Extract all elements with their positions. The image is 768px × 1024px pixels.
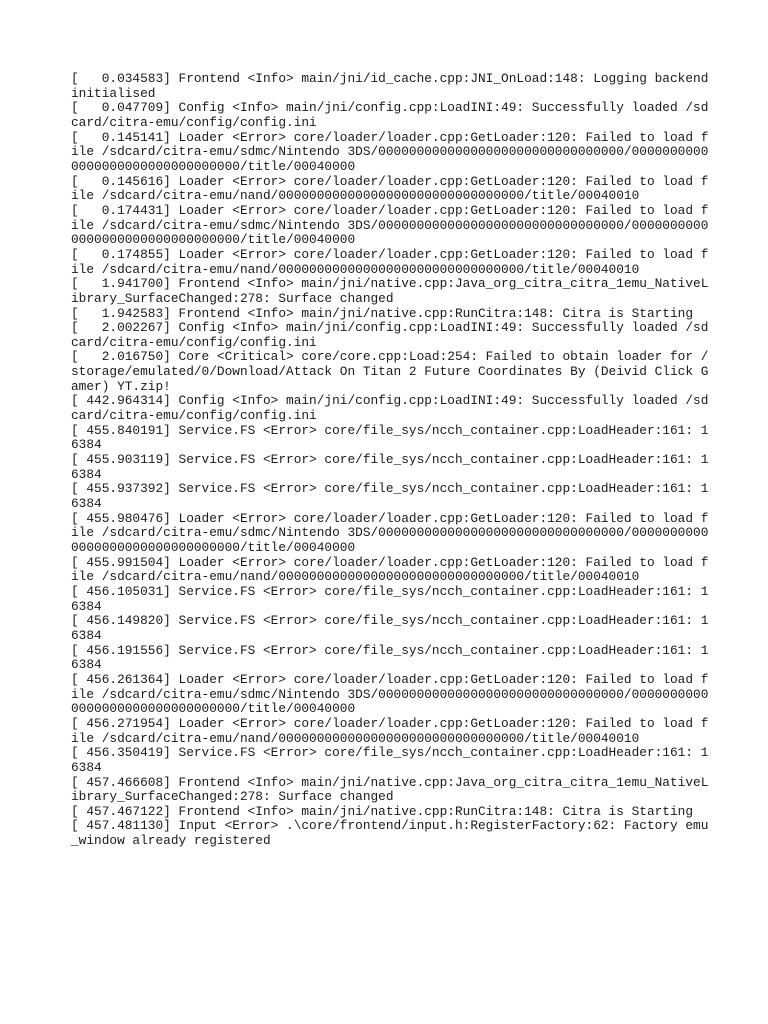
- log-document: [71, 71, 717, 849]
- log-line: [ 0.174855] Loader <Error> core/loader/loader.cpp:GetLoader:120: Failed to load file /sdcard/citra-emu/nand/00000000000000000000000000000000/title/00040010: [71, 246, 709, 277]
- log-line: [ 2.016750] Core <Critical> core/core.cpp:Load:254: Failed to obtain loader for /storage/emulated/0/Download/Attack On Titan 2 Future Coordinates By (Deivid Click Gamer) YT.zip!: [71, 349, 709, 394]
- log-line: [ 457.466608] Frontend <Info> main/jni/native.cpp:Java_org_citra_citra_1emu_NativeLibrary_SurfaceChanged:278: Surface changed: [71, 774, 709, 805]
- log-line: [ 0.047709] Config <Info> main/jni/config.cpp:LoadINI:49: Successfully loaded /sdcard/citra-emu/config/config.ini: [71, 100, 709, 130]
- log-line: [ 1.941700] Frontend <Info> main/jni/native.cpp:Java_org_citra_citra_1emu_NativeLibrary_SurfaceChanged:278: Surface changed: [71, 276, 709, 306]
- log-line: [ 455.840191] Service.FS <Error> core/file_sys/ncch_container.cpp:LoadHeader:161: 16384: [71, 422, 709, 453]
- log-line: [ 456.271954] Loader <Error> core/loader/loader.cpp:GetLoader:120: Failed to load file /sdcard/citra-emu/nand/00000000000000000000000000000000/title/00040010: [71, 715, 709, 746]
- log-line: [ 455.980476] Loader <Error> core/loader/loader.cpp:GetLoader:120: Failed to load file /sdcard/citra-emu/sdmc/Nintendo 3DS/00000000000000000000000000000000/00000000000000000000000000000000/title/00040000: [71, 510, 709, 555]
- log-line: [ 455.937392] Service.FS <Error> core/file_sys/ncch_container.cpp:LoadHeader:161: 16384: [71, 481, 709, 512]
- log-line: [ 0.174431] Loader <Error> core/loader/loader.cpp:GetLoader:120: Failed to load file /sdcard/citra-emu/sdmc/Nintendo 3DS/00000000000000000000000000000000/00000000000000000000000000000000/title/00040000: [71, 202, 709, 248]
- log-line: [ 455.991504] Loader <Error> core/loader/loader.cpp:GetLoader:120: Failed to load file /sdcard/citra-emu/nand/00000000000000000000000000000000/title/00040010: [71, 554, 709, 585]
- log-line: [ 457.467122] Frontend <Info> main/jni/native.cpp:RunCitra:148: Citra is Starting: [71, 803, 694, 819]
- log-line: [ 456.191556] Service.FS <Error> core/file_sys/ncch_container.cpp:LoadHeader:161: 16384: [71, 642, 709, 673]
- log-line: [ 457.481130] Input <Error> .\core/frontend/input.h:RegisterFactory:62: Factory emu_window already registered: [71, 818, 709, 849]
- log-line: [ 455.903119] Service.FS <Error> core/file_sys/ncch_container.cpp:LoadHeader:161: 16384: [71, 452, 709, 482]
- log-line: [ 456.261364] Loader <Error> core/loader/loader.cpp:GetLoader:120: Failed to load file /sdcard/citra-emu/sdmc/Nintendo 3DS/00000000000000000000000000000000/00000000000000000000000000000000/title/00040000: [71, 671, 709, 717]
- log-line: [ 456.350419] Service.FS <Error> core/file_sys/ncch_container.cpp:LoadHeader:161: 16384: [71, 745, 709, 775]
- log-line: [ 1.942583] Frontend <Info> main/jni/native.cpp:RunCitra:148: Citra is Starting: [71, 305, 694, 321]
- log-line: [ 0.034583] Frontend <Info> main/jni/id_cache.cpp:JNI_OnLoad:148: Logging backend initialised: [71, 71, 717, 101]
- log-line: [ 456.149820] Service.FS <Error> core/file_sys/ncch_container.cpp:LoadHeader:161: 16384: [71, 613, 709, 643]
- log-line: [ 442.964314] Config <Info> main/jni/config.cpp:LoadINI:49: Successfully loaded /sdcard/citra-emu/config/config.ini: [71, 393, 709, 424]
- log-line: [ 456.105031] Service.FS <Error> core/file_sys/ncch_container.cpp:LoadHeader:161: 16384: [71, 583, 709, 614]
- log-line: [ 0.145616] Loader <Error> core/loader/loader.cpp:GetLoader:120: Failed to load file /sdcard/citra-emu/nand/00000000000000000000000000000000/title/00040010: [71, 173, 709, 204]
- log-line: [ 2.002267] Config <Info> main/jni/config.cpp:LoadINI:49: Successfully loaded /sdcard/citra-emu/config/config.ini: [71, 320, 709, 350]
- log-line: [ 0.145141] Loader <Error> core/loader/loader.cpp:GetLoader:120: Failed to load file /sdcard/citra-emu/sdmc/Nintendo 3DS/00000000000000000000000000000000/00000000000000000000000000000000/title/00040000: [71, 129, 709, 174]
